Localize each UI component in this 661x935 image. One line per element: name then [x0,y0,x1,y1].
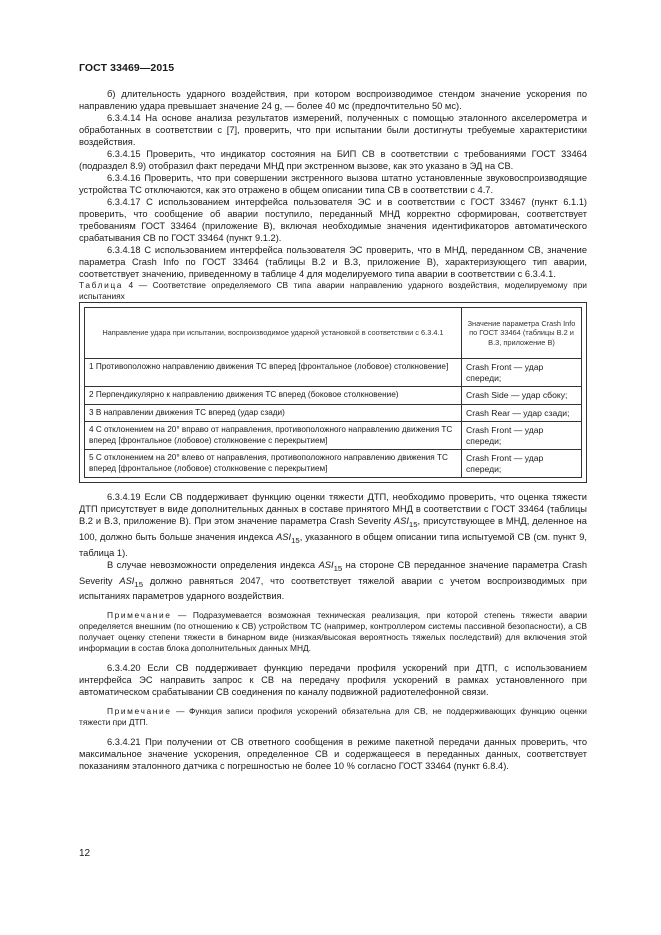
table-header-row [85,308,582,359]
table-cell-value: Crash Front — удар спереди; [462,422,582,450]
asi-symbol: ASI [119,575,135,586]
table-frame [79,302,587,483]
paragraph-6-3-4-19-continued: В случае невозможности определения индекса $ASI_{15}$ на стороне СВ переданное значение параметра Crash Severity $ASI_{15}$ должно равняться 2047, что соответствует тяжелой аварии с учетом воспроизводимых при испытаниях параметров ударного воздействия. [79,559,587,602]
paragraph-6-3-4-20: 6.3.4.20 Если СВ поддерживает функцию передачи профиля ускорений при ДТП, с использованием интерфейса ЭС направить запрос к СВ на передачу профиля ускорений в рамках установленного при автоматическом срабатывании СВ соединения по каналу подвижной радиотелефонной связи. [79,663,587,698]
table-row [85,422,582,450]
table-row [85,387,582,405]
table-cell-direction: 1 Противоположно направлению движения ТС вперед [фронтальное (лобовое) столкновение] [85,359,462,387]
table-header-direction: Направление удара при испытании, воспроизводимое ударной установкой в соответствии с 6.3.4.1 [85,308,462,359]
table-caption [79,280,587,302]
table-cell-value: Crash Front — удар спереди; [462,450,582,478]
table-row [85,404,582,422]
paragraph-6-3-4-21: 6.3.4.21 При получении от СВ ответного сообщения в режиме пакетной передачи данных проверить, что максимальное значение ускорения, определенное СВ и содержащееся в переданных данных, соответствует показаниям эталонного датчика с погрешностью не более 10 % согласно ГОСТ 33464 (пункт 6.8.4). [79,737,587,772]
paragraph-6-3-4-16: 6.3.4.16 Проверить, что при совершении экстренного вызова штатно установленные звуковоспроизводящие устройства ТС отключаются, как это отражено в общем описании типа СВ в соответствии с 4.7. [79,173,587,195]
table-caption-text: 4 — Соответствие определяемого СВ типа аварии направлению ударного воздействия, моделируемому при испытаниях [79,280,587,301]
paragraph-6-3-4-19: 6.3.4.19 Если СВ поддерживает функцию оценки тяжести ДТП, необходимо проверить, что оценка тяжести ДТП присутствует в виде дополнительных данных в составе принятого МНД в соответствии с ГОСТ 33464 (таблицы В.2 и В.3, приложение В). При этом значение параметра Crash Severity $ASI_{15}$, присутствующее в МНД, деленное на 100, должно быть больше значения индекса $ASI_{15}$, указанного в общем описании типа испытуемой СВ (см. пункт 9, таблица 1). [79,492,587,558]
table-header-crash-info: Значение параметра Crash Info по ГОСТ 33464 (таблицы В.2 и В.3, приложение В) [462,308,582,359]
page-number: 12 [79,848,91,859]
table-cell-direction: 4 С отклонением на 20° вправо от направления, противоположного направлению движения ТС вперед [фронтальное (лобовое) столкновение с перекрытием] [85,422,462,450]
table-cell-value: Crash Front — удар спереди; [462,359,582,387]
note-1: Примечание — Подразумевается возможная техническая реализация, при которой степень тяжести аварии определяется внешним (по отношению к СВ) устройством ТС (например, контроллером системы пассивной безопасности), а СВ получает оценку степени тяжести в бинарном виде (низкая/высокая вероятность тяжелых последствий) для включения этой информации в состав блока дополнительных данных МНД. [79,610,587,654]
table-cell-value: Crash Rear — удар сзади; [462,404,582,422]
document-header: ГОСТ 33469—2015 [79,62,175,74]
asi-symbol: ASI [318,559,334,570]
note-label: Примечание [107,706,172,717]
note-2: Примечание — Функция записи профиля ускорений обязательна для СВ, не поддерживающих функцию оценки тяжести при ДТП. [79,706,587,728]
asi-symbol: ASI [393,516,409,526]
document-body [79,88,587,772]
paragraph-6-3-4-14: 6.3.4.14 На основе анализа результатов измерений, полученных с помощью эталонного акселерометра и обработанных в соответствии с [7], проверить, что при испытании были достигнуты требуемые характеристики воздействия. [79,113,587,147]
table-cell-direction: 2 Перпендикулярно к направлению движения ТС вперед (боковое столкновение) [85,387,462,405]
table-cell-value: Crash Side — удар сбоку; [462,387,582,405]
table-cell-direction: 3 В направлении движения ТС вперед (удар сзади) [85,404,462,422]
paragraph-6-3-4-18: 6.3.4.18 С использованием интерфейса пользователя ЭС проверить, что в МНД, переданном СВ, значение параметра Crash Info по ГОСТ 33464 (таблицы В.2 и В.3, приложение В), характеризующего тип аварии, соответствует значению, приведенному в таблице 4 для моделируемого типа аварии в соответствии с 6.3.4.1. [79,245,587,279]
table-row [85,359,582,387]
table-caption-label: Таблица [79,280,124,290]
paragraph-b: б) длительность ударного воздействия, при котором воспроизводимое стендом значение ускорения по направлению удара превышает значение 24 g, — более 40 мс (предпочтительно 50 мс). [79,89,587,111]
table-row [85,450,582,478]
paragraph-6-3-4-15: 6.3.4.15 Проверить, что индикатор состояния на БИП СВ в соответствии с требованиями ГОСТ 33464 (подраздел 8.9) отобразил факт передачи МНД при экстренном вызове, как это указано в ЭД на СВ. [79,149,587,171]
crash-type-table [84,307,582,478]
note-label: Примечание [107,610,172,621]
table-cell-direction: 5 С отклонением на 20° влево от направления, противоположного направлению движения ТС вперед [фронтальное (лобовое) столкновение с перекрытием] [85,450,462,478]
asi-symbol: ASI [276,531,292,542]
paragraph-6-3-4-17: 6.3.4.17 С использованием интерфейса пользователя ЭС и в соответствии с ГОСТ 33467 (пункт 6.1.1) проверить, что сообщение об аварии поступило, переданный МНД корректно сформирован, соответствует требованиям ГОСТ 33464 (приложение В), включая необходимые значения идентификаторов автоматического срабатывания СВ по ГОСТ 33464 (пункт 9.1.2). [79,197,587,243]
